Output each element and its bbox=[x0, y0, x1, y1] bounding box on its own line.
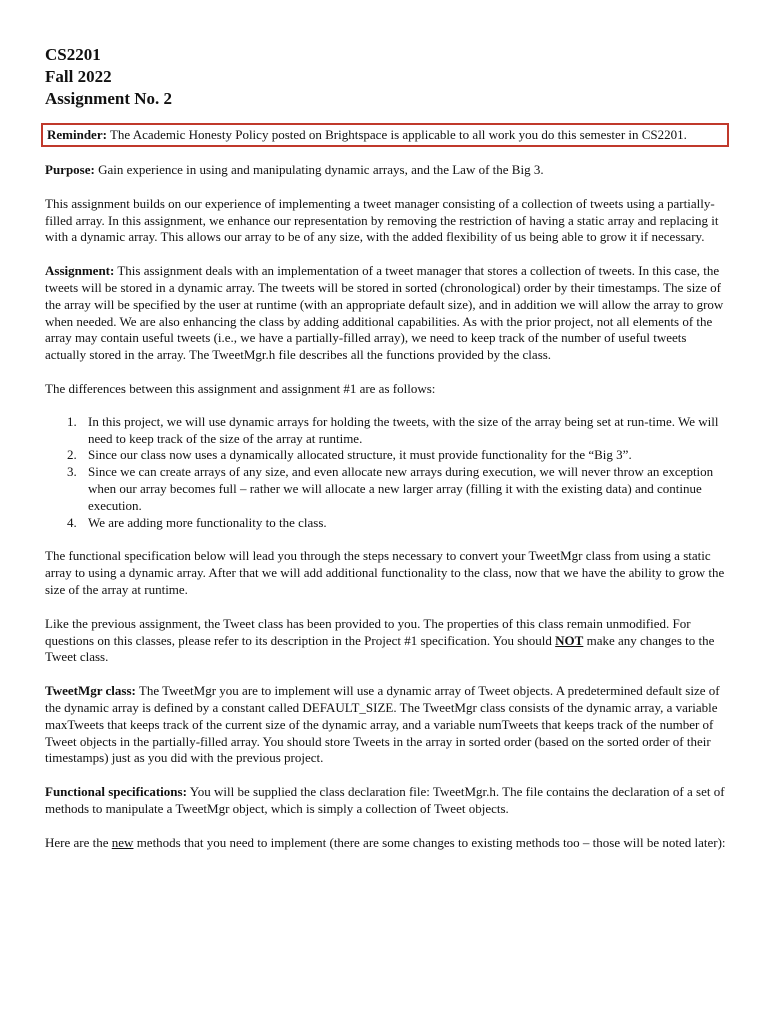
list-item-number: 4. bbox=[67, 514, 77, 530]
assignment-title: Assignment No. 2 bbox=[45, 89, 173, 108]
assignment-paragraph bbox=[45, 263, 727, 364]
tweet-class-emphasis: NOT bbox=[555, 632, 584, 648]
intro-paragraph: This assignment builds on our experience of implementing a tweet manager consisting of a collection of tweets using a partially-filled array. In this assignment, we enhance our representation by removing the restriction of having a static array and replacing it with a dynamic array. This allows our array to be of any size, with the added flexibility of us being able to grow it if necessary. bbox=[45, 195, 719, 245]
new-methods-paragraph bbox=[45, 835, 727, 852]
tweetmgr-class-paragraph bbox=[45, 683, 727, 767]
document-page bbox=[45, 44, 727, 852]
reminder-box bbox=[41, 123, 729, 147]
list-item-text: Since we can create arrays of any size, and even allocate new arrays during execution, we will never throw an exception when our array becomes full – rather we will allocate a new larger array (filling it with the existing data) and continue execution. bbox=[88, 464, 714, 513]
tweetmgr-class-label: TweetMgr class: bbox=[45, 683, 136, 699]
tweet-class-text-before: Like the previous assignment, the Tweet class has been provided to you. The properties of this class remain unmodified. For questions on this classes, please refer to its description in the Project #1 specification. You should bbox=[45, 615, 691, 648]
list-item-number: 1. bbox=[67, 413, 77, 429]
reminder-label: Reminder: bbox=[47, 127, 107, 142]
list-item-text: We are adding more functionality to the class. bbox=[88, 514, 327, 530]
functional-specs-paragraph bbox=[45, 784, 727, 818]
list-item bbox=[45, 414, 727, 448]
list-item bbox=[45, 464, 727, 514]
new-methods-emphasis: new bbox=[111, 834, 134, 850]
list-item bbox=[45, 515, 727, 532]
list-item bbox=[45, 447, 727, 464]
list-item-number: 3. bbox=[67, 464, 77, 480]
tweet-class-text-after: make any changes to the Tweet class. bbox=[45, 632, 715, 665]
purpose-text: Gain experience in using and manipulating dynamic arrays, and the Law of the Big 3. bbox=[94, 162, 544, 177]
functional-specs-text: You will be supplied the class declaration file: TweetMgr.h. The file contains the declaration of a set of methods to manipulate a TweetMgr object, which is simply a collection of Tweet objects. bbox=[45, 784, 725, 816]
course-term: Fall 2022 bbox=[45, 67, 112, 86]
functional-intro-paragraph: The functional specification below will lead you through the steps necessary to convert your TweetMgr class from using a static array to using a dynamic array. After that we will add additional functionality to the class, now that we have the ability to grow the size of the array at runtime. bbox=[45, 548, 725, 597]
reminder-text: The Academic Honesty Policy posted on Brightspace is applicable to all work you do this semester in CS2201. bbox=[106, 127, 687, 142]
differences-intro: The differences between this assignment and assignment #1 are as follows: bbox=[45, 380, 436, 396]
purpose-label: Purpose: bbox=[45, 162, 95, 177]
list-item-text: In this project, we will use dynamic arrays for holding the tweets, with the size of the array being set at run-time. We will need to keep track of the size of the array at runtime. bbox=[88, 413, 719, 446]
document-header bbox=[45, 44, 727, 110]
new-methods-text-before: Here are the bbox=[45, 834, 112, 850]
differences-list bbox=[45, 414, 727, 532]
new-methods-text-after: methods that you need to implement (there are some changes to existing methods too – those will be noted later): bbox=[133, 834, 726, 850]
list-item-number: 2. bbox=[67, 447, 77, 463]
tweetmgr-class-text: The TweetMgr you are to implement will use a dynamic array of Tweet objects. A predetermined default size of the dynamic array is defined by a constant called DEFAULT_SIZE. The TweetMgr class consists of the dynamic array, a variable maxTweets that keeps track of the current size of the dynamic array, and a variable numTweets that keeps track of the number of Tweet objects in the partially-filled array. You should store Tweets in the array in sorted order (based on the sorted order of their timestamps) just as you did with the previous project. bbox=[45, 683, 720, 766]
assignment-label: Assignment: bbox=[45, 263, 115, 279]
course-code: CS2201 bbox=[45, 45, 101, 64]
tweet-class-paragraph bbox=[45, 616, 727, 666]
list-item-text: Since our class now uses a dynamically allocated structure, it must provide functionality for the “Big 3”. bbox=[88, 447, 632, 463]
purpose-paragraph bbox=[45, 162, 727, 179]
assignment-text: This assignment deals with an implementation of a tweet manager that stores a collection of tweets. In this case, the tweets will be stored in a dynamic array. The tweets will be stored in sorted (chronological) order by their timestamps. The size of the array will be specified by the user at runtime (with an appropriate default size), and in addition we will allow the array to grow when needed. We are also enhancing the class by adding additional capabilities. As with the prior project, not all elements of the array may contain useful tweets (i.e., we have a partially-filled array), we need to keep track of the number of useful tweets actually stored in the array. The TweetMgr.h file describes all the functions provided by the class. bbox=[45, 263, 724, 363]
functional-specs-label: Functional specifications: bbox=[45, 784, 187, 800]
